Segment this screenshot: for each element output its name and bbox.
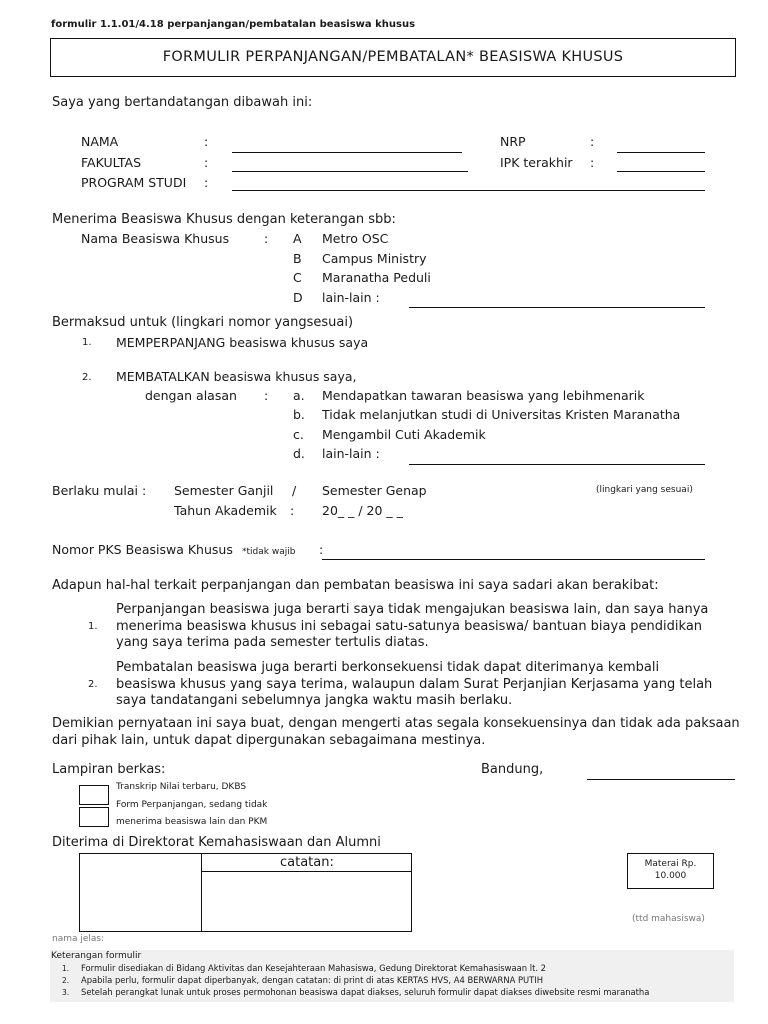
akibat-line: yang saya terima pada semester tertulis diatas. (116, 635, 429, 650)
materai-line: Materai Rp. (644, 859, 697, 869)
diterima-label: Diterima di Direktorat Kemahasiswaan dan Alumni (52, 835, 381, 850)
akibat-line: Pembatalan beasiswa juga berarti berkonsekuensi tidak dapat diterimanya kembali (116, 660, 660, 675)
ttd-label: (ttd mahasiswa) (632, 914, 705, 924)
alasan-d[interactable]: lain-lain : (322, 446, 380, 461)
alasan-colon: : (264, 388, 269, 403)
intro-text: Saya yang bertandatangan dibawah ini: (52, 95, 313, 110)
akibat-line: menerima beasiswa khusus ini sebagai satu-satunya beasiswa/ bantuan biaya pendidikan (116, 618, 703, 634)
lain-lain-field[interactable] (409, 307, 705, 308)
keterangan-number: 2. (62, 976, 70, 985)
keterangan-number: 1. (62, 964, 70, 973)
pernyataan-text (52, 716, 740, 749)
batalkan-option[interactable]: MEMBATALKAN beasiswa khusus saya, (116, 369, 357, 384)
maksud-heading: Bermaksud untuk (lingkari nomor yangsesuai) (52, 315, 354, 330)
catatan-cell[interactable] (203, 873, 410, 930)
fakultas-field[interactable] (232, 171, 468, 172)
akibat-item-2 (116, 660, 712, 710)
program-studi-colon: : (204, 175, 209, 190)
option-campus-ministry[interactable]: Campus Ministry (322, 251, 427, 266)
nrp-label: NRP (500, 134, 526, 149)
pks-note: *tidak wajib (242, 547, 296, 557)
bandung-label: Bandung, (481, 762, 544, 777)
catatan-label: catatan: (280, 855, 334, 870)
semester-slash: / (292, 483, 297, 498)
perpanjang-option[interactable]: MEMPERPANJANG beasiswa khusus saya (116, 335, 369, 350)
alasan-key: b. (293, 407, 305, 422)
ipk-colon: : (590, 155, 595, 170)
akibat-line: Perpanjangan beasiswa juga berarti saya tidak mengajukan beasiswa lain, dan saya hanya (116, 602, 709, 617)
option-key: C (293, 270, 302, 285)
program-studi-label: PROGRAM STUDI (81, 175, 187, 190)
tahun-label: Tahun Akademik (174, 503, 277, 518)
tahun-value[interactable]: 20_ _ / 20 _ _ (322, 503, 403, 518)
table-divider-horizontal (201, 871, 411, 872)
fakultas-colon: : (204, 155, 209, 170)
alasan-c[interactable]: Mengambil Cuti Akademik (322, 427, 486, 442)
alasan-a[interactable]: Mendapatkan tawaran beasiswa yang lebihmenarik (322, 388, 645, 403)
alasan-key: c. (293, 427, 304, 442)
program-studi-field[interactable] (232, 190, 705, 191)
nrp-field[interactable] (617, 152, 705, 153)
keterangan-heading: Keterangan formulir (51, 951, 142, 961)
alasan-label: dengan alasan (145, 388, 237, 403)
semester-genap[interactable]: Semester Genap (322, 483, 427, 498)
item-number: 2. (88, 679, 98, 690)
keterangan-item-2: Apabila perlu, formulir dapat diperbanyak, dengan catatan: di print di atas KERTAS HVS, A4 BERWARNA PUTIH (81, 975, 544, 985)
lampiran-item-2: Form Perpanjangan, sedang tidak (116, 800, 268, 810)
nama-jelas-label: nama jelas: (52, 934, 105, 944)
fakultas-label: FAKULTAS (81, 155, 141, 170)
form-code: formulir 1.1.01/4.18 perpanjangan/pembatalan beasiswa khusus (51, 19, 416, 30)
ipk-label: IPK terakhir (500, 155, 573, 170)
lingkari-note: (lingkari yang sesuai) (596, 485, 693, 495)
option-metro-osc[interactable]: Metro OSC (322, 231, 389, 246)
option-key: B (293, 251, 302, 266)
akibat-heading: Adapun hal-hal terkait perpanjangan dan pembatan beasiswa ini saya sadari akan berakibat: (52, 578, 659, 593)
keterangan-number: 3. (62, 988, 70, 997)
pks-field[interactable] (322, 559, 705, 560)
akibat-item-1 (116, 602, 708, 652)
pernyataan-line: dari pihak lain, untuk dapat dipergunakan sebagaimana mestinya. (52, 732, 486, 748)
checkbox-transkrip[interactable] (79, 785, 109, 805)
tanggal-field[interactable] (587, 779, 735, 780)
title-box (50, 38, 736, 77)
item-number: 1. (88, 621, 98, 632)
option-key: A (293, 231, 302, 246)
beasiswa-label: Nama Beasiswa Khusus (81, 231, 230, 246)
beasiswa-colon: : (264, 231, 269, 246)
nama-field[interactable] (232, 152, 462, 153)
table-divider-vertical (201, 853, 202, 932)
option-maranatha-peduli[interactable]: Maranatha Peduli (322, 270, 431, 285)
akibat-line: saya tandatangani sebelumnya jangka waktu masih berlaku. (116, 693, 513, 708)
keterangan-item-3: Setelah perangkat lunak untuk proses permohonan beasiswa dapat diakses, seluruh formulir dapat diakses diwebsite resmi maranatha (81, 987, 650, 997)
option-key: D (293, 290, 303, 305)
pernyataan-line: Demikian pernyataan ini saya buat, dengan mengerti atas segala konsekuensinya dan tidak ada paksaan (52, 716, 740, 731)
nrp-colon: : (590, 134, 595, 149)
nama-colon: : (204, 134, 209, 149)
lampiran-item-2b: menerima beasiswa lain dan PKM (116, 817, 268, 827)
alasan-lain-field[interactable] (409, 464, 705, 465)
paraf-cell[interactable] (80, 854, 200, 930)
pks-label: Nomor PKS Beasiswa Khusus (52, 542, 233, 557)
alasan-b[interactable]: Tidak melanjutkan studi di Universitas Kristen Maranatha (322, 407, 681, 422)
alasan-key: a. (293, 388, 305, 403)
lampiran-label: Lampiran berkas: (52, 762, 166, 777)
nama-label: NAMA (81, 134, 119, 149)
akibat-line: beasiswa khusus yang saya terima, walaupun dalam Surat Perjanjian Kerjasama yang telah (116, 676, 713, 692)
lampiran-item-1: Transkrip Nilai terbaru, DKBS (116, 782, 247, 792)
item-number: 1. (82, 337, 92, 348)
keterangan-item-1: Formulir disediakan di Bidang Aktivitas dan Kesejahteraan Mahasiswa, Gedung Direktorat Kemahasiswaan lt. 2 (81, 963, 547, 973)
checkbox-form-perpanjangan[interactable] (79, 807, 109, 827)
pks-colon: : (319, 542, 324, 557)
alasan-key: d. (293, 446, 305, 461)
berlaku-label: Berlaku mulai : (52, 483, 147, 498)
materai-box (627, 853, 714, 889)
menerima-heading: Menerima Beasiswa Khusus dengan keterangan sbb: (52, 212, 396, 227)
semester-ganjil[interactable]: Semester Ganjil (174, 483, 274, 498)
page-title: FORMULIR PERPANJANGAN/PEMBATALAN* BEASISWA KHUSUS (162, 49, 624, 65)
option-lain-lain[interactable]: lain-lain : (322, 290, 380, 305)
ipk-field[interactable] (617, 171, 705, 172)
tahun-colon: : (290, 503, 295, 518)
item-number: 2. (82, 372, 92, 383)
materai-line: 10.000 (654, 871, 687, 881)
